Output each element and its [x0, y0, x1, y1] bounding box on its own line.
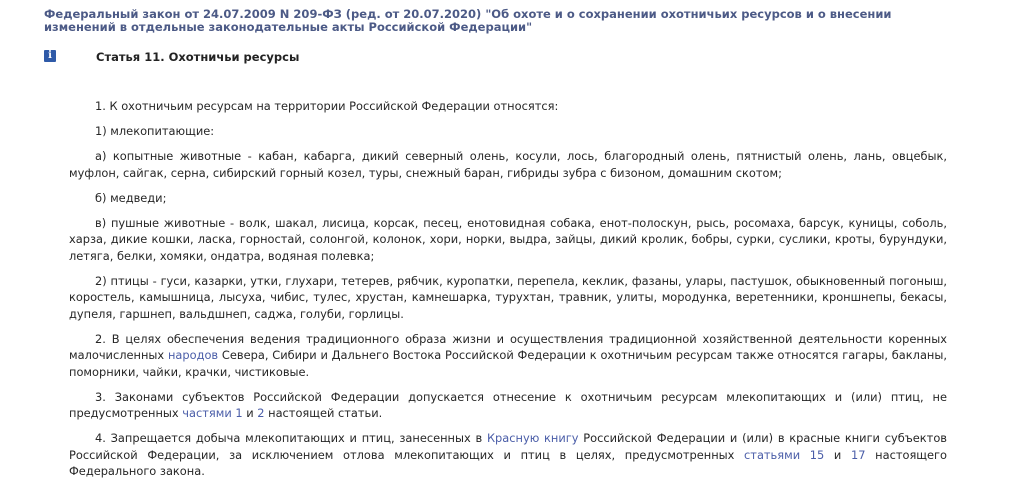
paragraph-3-text-mid: и: [242, 406, 258, 420]
paragraph-mammals: 1) млекопитающие:: [95, 124, 215, 138]
paragraph-2-text-after: Севера, Сибири и Дальнего Востока Российской Федерации к охотничьим ресурсам также относятся гагары, бакланы, поморники, чайки, крачки, чистиковые.: [69, 348, 947, 379]
paragraph-ungulates: а) копытные животные - кабан, кабарга, дикий северный олень, косули, лось, благородный олень, пятнистый олень, лань, овцебык, муфлон, сайгак, серна, сибирский горный козел, туры, снежный баран, гибриды зубра с бизоном, домашним скотом;: [69, 149, 947, 180]
article-17-link[interactable]: 17: [851, 447, 866, 462]
paragraph-3-text-after: настоящей статьи.: [264, 406, 383, 420]
paragraph-1: 1. К охотничьим ресурсам на территории Российской Федерации относятся:: [95, 99, 559, 113]
parts-1-link[interactable]: частями 1: [182, 406, 243, 420]
red-book-link[interactable]: Красную книгу: [486, 431, 579, 445]
info-icon[interactable]: i: [44, 50, 56, 62]
paragraph-birds: 2) птицы - гуси, казарки, утки, глухари, тетерев, рябчик, куропатки, перепела, кеклик, фазаны, улары, пастушок, обыкновенный погоныш, коростель, камышница, лысуха, чибис, тулес, хрустан, камнешарка, турухтан, травник, улиты, мородунка, веретенники, кроншнепы, бекасы, дупеля, гаршнеп, вальдшнеп, саджа, голуби, горлицы.: [69, 273, 947, 321]
article-15-link[interactable]: статьями 15: [744, 447, 825, 462]
paragraph-4-text-after: настоящего Федерального закона.: [69, 447, 947, 478]
paragraph-4-text-before: 4. Запрещается добыча млекопитающих и птиц, занесенных в: [95, 431, 487, 445]
paragraph-2-text-before: 2. В целях обеспечения ведения традиционного образа жизни и осуществления традиционной хозяйственной деятельности коренных малочисленных: [69, 331, 947, 362]
paragraph-3: [69, 389, 947, 422]
paragraph-4: [69, 430, 947, 480]
article-title: Статья 11. Охотничьи ресурсы: [96, 50, 300, 64]
paragraph-3-text-before: 3. Законами субъектов Российской Федерации допускается отнесение к охотничьим ресурсам млекопитающих и (или) птиц, не предусмотренных: [69, 389, 947, 420]
paragraph-fur-animals: в) пушные животные - волк, шакал, лисица, корсак, песец, енотовидная собака, енот-полоскун, рысь, росомаха, барсук, куницы, соболь, харза, дикие кошки, ласка, горностай, солонгой, колонок, хори, норки, выдра, зайцы, дикий кролик, бобры, сурки, суслики, кроты, бурундуки, летяга, белки, хомяки, ондатра, водяная полевка;: [69, 215, 947, 263]
law-title: Федеральный закон от 24.07.2009 N 209-ФЗ (ред. от 20.07.2020) "Об охоте и о сохранении охотничьих ресурсов и о внесении изменений в отдельные законодательные акты Российской Федерации": [44, 7, 892, 34]
paragraph-2: [69, 331, 947, 381]
peoples-link[interactable]: народов: [167, 348, 219, 362]
paragraph-4-text-mid-1: Российской Федерации и (или) в красные книги субъектов Российской Федерации, за исключением отлова млекопитающих и птиц в целях, предусмотренных: [69, 431, 948, 462]
part-2-link[interactable]: 2: [257, 406, 265, 420]
paragraph-bears: б) медведи;: [95, 190, 167, 205]
paragraph-4-text-mid-2: и: [824, 447, 851, 462]
article-body: [69, 98, 947, 486]
